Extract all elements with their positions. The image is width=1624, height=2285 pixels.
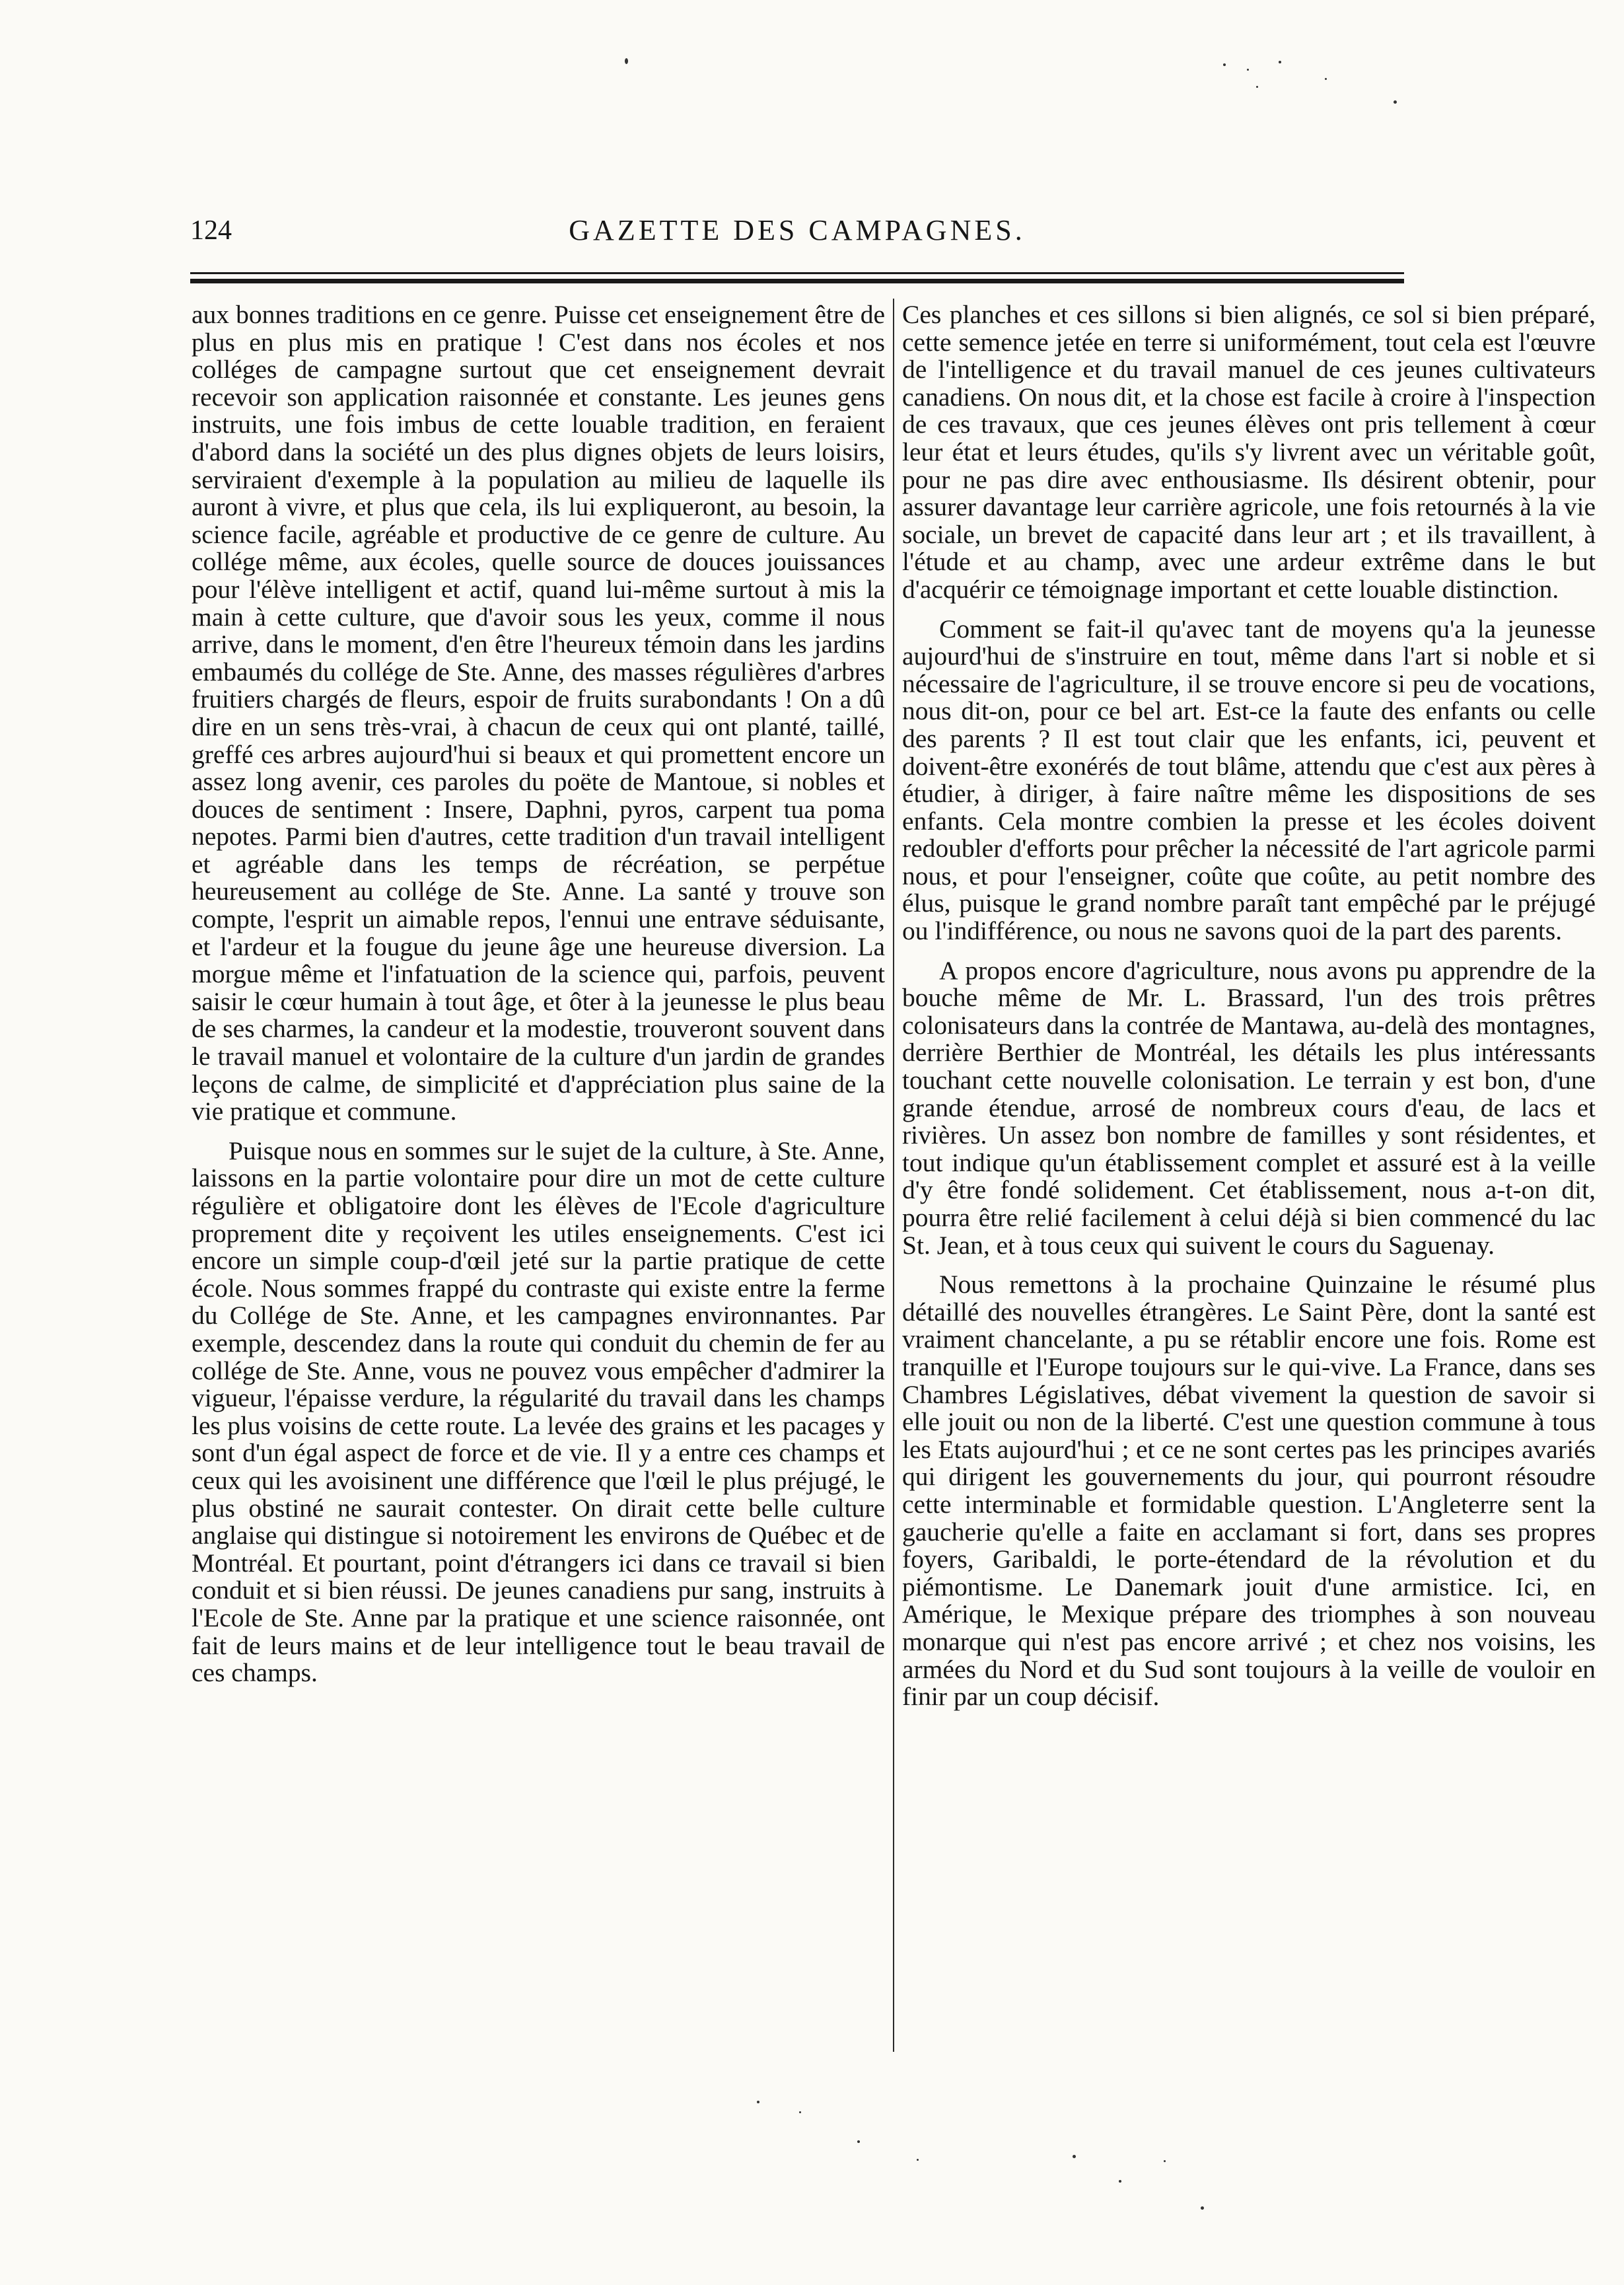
scan-speck xyxy=(1201,2206,1204,2210)
right-paragraph-4: Nous remettons à la prochaine Quinzaine le résumé plus détaillé des nouvelles étrangères. Le Saint Père, dont la santé est vraiment chancelante, a pu se rétablir encore une fois. Rome est tranquille et l'Europe toujours sur le qui-vive. La France, dans ses Chambres Législatives, débat vivement la question de savoir si elle jouit ou non de la liberté. C'est une question commune à tous les Etats aujourd'hui ; et ce ne sont certes pas les principes avariés qui dirigent les gouvernements du jour, qui pourront résoudre cette interminable et formidable question. L'Angleterre sent la gaucherie qu'elle a faite en acclamant si fort, dans ses propres foyers, Garibaldi, le porte-étendard de la révolution et du piémontisme. Le Danemark jouit d'une armistice. Ici, en Amérique, le Mexique prépare des triomphes à son nouveau monarque qui n'est pas encore arrivé ; et chez nos voisins, les armées du Nord et du Sud sont toujours à la veille de vouloir en finir par un coup décisif. xyxy=(902,1270,1596,1712)
scan-speck xyxy=(1256,86,1258,88)
column-divider xyxy=(893,299,894,2052)
scan-speck xyxy=(917,2159,919,2161)
scan-speck xyxy=(1279,61,1281,63)
running-title: GAZETTE DES CAMPAGNES. xyxy=(569,214,1026,246)
left-paragraph-2: Puisque nous en sommes sur le sujet de la culture, à Ste. Anne, laissons en la partie volontaire pour dire un mot de cette culture régulière et obligatoire dont les élèves de l'Ecole d'agriculture proprement dite y reçoivent les utiles enseignements. C'est ici encore un simple coup-d'œil jeté sur la partie pratique de cette école. Nous sommes frappé du contraste qui existe entre la ferme du Collége de Ste. Anne, et les campagnes environnantes. Par exemple, descendez dans la route qui conduit du chemin de fer au collége de Ste. Anne, vous ne pouvez vous empêcher d'admirer la vigueur, l'épaisse verdure, la régularité du travail dans les champs les plus voisins de cette route. La levée des grains et les pacages y sont d'un égal aspect de force et de vie. Il y a entre ces champs et ceux qui les avoisinent une différence que l'œil le plus préjugé, le plus obstiné ne saurait contester. On dirait cette belle culture anglaise qui distingue si notoirement les environs de Québec et de Montréal. Et pourtant, point d'étrangers ici dans ce travail si bien conduit et si bien réussi. De jeunes canadiens pur sang, instruits à l'Ecole de Ste. Anne par la pratique et une science raisonnée, ont fait de leurs mains et de leur intelligence tout le beau travail de ces champs. xyxy=(192,1136,885,1688)
right-paragraph-2: Comment se fait-il qu'avec tant de moyens qu'a la jeunesse aujourd'hui de s'instruire en tout, même dans l'art si noble et si nécessaire de l'agriculture, il se trouve encore si peu de vocations, nous dit-on, pour ce bel art. Est-ce la faute des enfants ou celle des parents ? Il est tout clair que les enfants, ici, peuvent et doivent-être exonérés de tout blâme, attendu que c'est aux pères à étudier, à diriger, à faire naître même les dispositions de ses enfants. Cela montre combien la presse et les écoles doivent redoubler d'efforts pour prêcher la nécessité de l'art agricole parmi nous, et pour l'enseigner, coûte que coûte, au petit nombre des élus, puisque le grand nombre paraît tant empêché par le préjugé ou l'indifférence, ou nous ne savons quoi de la part des parents. xyxy=(902,614,1596,946)
scan-speck xyxy=(799,2111,801,2113)
scan-speck xyxy=(857,2140,860,2143)
right-paragraph-3: A propos encore d'agriculture, nous avons pu apprendre de la bouche même de Mr. L. Brassard, l'un des trois prêtres colonisateurs dans la contrée de Mantawa, au-delà des montagnes, derrière Berthier de Montréal, les détails les plus intéressants touchant cette nouvelle colonisation. Le terrain y est bon, d'une grande étendue, arrosé de nombreux cours d'eau, de lacs et rivières. Un assez bon nombre de familles y sont résidentes, et tout indique qu'un établissement complet et assuré est à la veille d'y être fondé solidement. Cet établissement, nous a-t-on dit, pourra être relié facilement à celui déjà si bien commencé du lac St. Jean, et à tous ceux qui suivent le cours du Saguenay. xyxy=(902,955,1596,1260)
scan-speck xyxy=(1325,78,1327,80)
right-paragraph-1: Ces planches et ces sillons si bien alignés, ce sol si bien préparé, cette semence jetée en terre si uniformément, tout cela est l'œuvre de l'intelligence et du travail manuel de ces jeunes cultivateurs canadiens. On nous dit, et la chose est facile à croire à l'inspection de ces travaux, que ces jeunes élèves ont pris tellement à cœur leur état et leurs études, qu'ils s'y livrent avec un véritable goût, pour ne pas dire avec enthousiasme. Ils désirent obtenir, pour assurer davantage leur carrière agricole, une fois retournés à la vie sociale, un brevet de capacité dans leur art ; et ils travaillent, à l'étude et au champ, avec une ardeur extrême dans le but d'acquérir ce témoignage important et cette louable distinction. xyxy=(902,301,1596,604)
scan-speck xyxy=(1164,2160,1166,2162)
page-header xyxy=(190,210,1404,251)
scan-speck xyxy=(625,58,628,64)
scan-speck xyxy=(757,2101,759,2103)
header-rule-thick xyxy=(190,279,1404,283)
scan-speck xyxy=(1394,100,1397,104)
left-paragraph-1: aux bonnes traditions en ce genre. Puisse cet enseignement être de plus en plus mis en pratique ! C'est dans nos écoles et nos colléges de campagne surtout que cet enseignement devrait recevoir son application raisonnée et constante. Les jeunes gens instruits, une fois imbus de cette louable tradition, en feraient d'abord dans la société un des plus dignes objets de leurs loisirs, serviraient d'exemple à la population au milieu de laquelle ils auront à vivre, et plus que cela, ils lui expliqueront, au besoin, la science facile, agréable et productive de ce genre de culture. Au collége même, aux écoles, quelle source de douces jouissances pour l'élève intelligent et actif, quand lui-même surtout à mis la main à cette culture, que d'avoir sous les yeux, comme il nous arrive, dans le moment, d'en être l'heureux témoin dans les jardins embaumés du collége de Ste. Anne, des masses régulières d'arbres fruitiers chargés de fleurs, espoir de fruits surabondants ! On a dû dire en un sens très-vrai, à chacun de ceux qui ont planté, taillé, greffé ces arbres aujourd'hui si beaux et qui promettent encore un assez long avenir, ces paroles du poëte de Mantoue, si nobles et douces de sentiment : Insere, Daphni, pyros, carpent tua poma nepotes. Parmi bien d'autres, cette tradition d'un travail intelligent et agréable dans les temps de récréation, se perpétue heureusement au collége de Ste. Anne. La santé y trouve son compte, l'esprit un aimable repos, l'ennui une entrave séduisante, et l'ardeur et la fougue du jeune âge une heureuse diversion. La morgue même et l'infatuation de la science qui, parfois, peuvent saisir le cœur humain à tout âge, et ôter à la jeunesse le plus beau de ses charmes, la candeur et la modestie, trouveront souvent dans le travail manuel et volontaire de la culture d'un jardin de grandes leçons de calme, de simplicité et d'appréciation plus saine de la vie pratique et commune. xyxy=(192,301,885,1126)
left-column xyxy=(192,301,885,2049)
scan-speck xyxy=(1247,69,1249,71)
scan-speck xyxy=(1073,2155,1076,2158)
right-column xyxy=(902,301,1596,2049)
scan-speck xyxy=(1223,63,1226,66)
scan-speck xyxy=(1119,2180,1121,2183)
header-rule-thin xyxy=(190,272,1404,274)
page-number: 124 xyxy=(190,215,232,246)
